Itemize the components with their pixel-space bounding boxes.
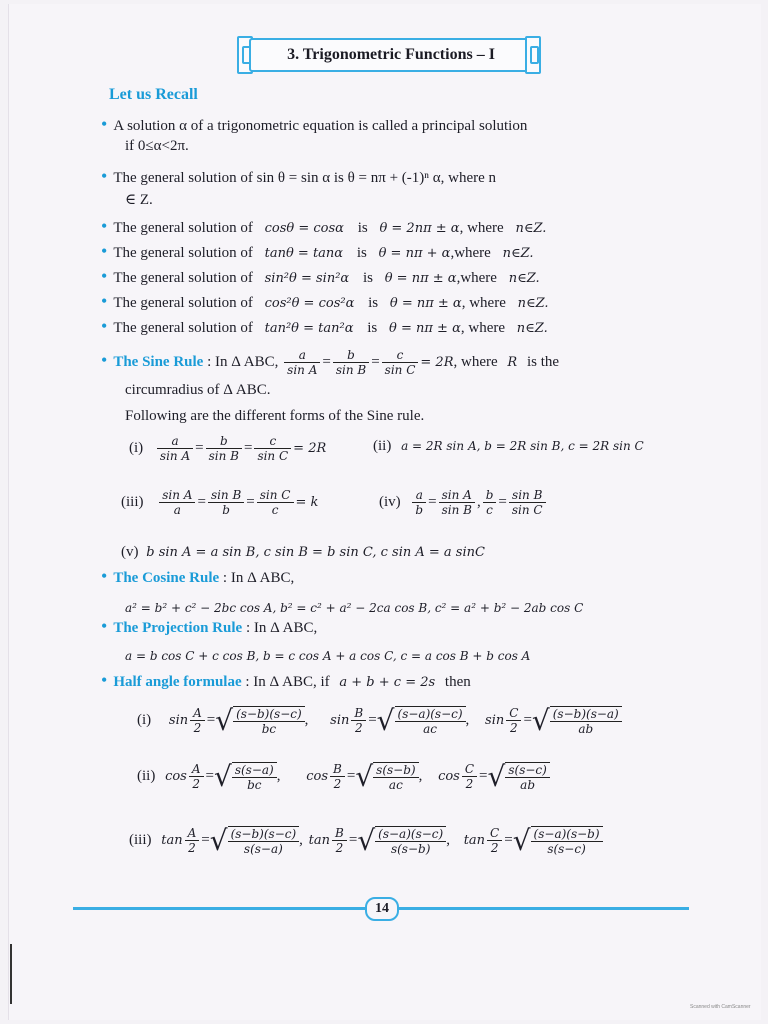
bullet-text: A solution α of a trigonometric equation is called a principal solution (113, 118, 528, 134)
denominator: s(s−c) (547, 841, 586, 856)
bullet-sin-squared-general (101, 266, 540, 287)
denominator: sin B (441, 503, 472, 517)
form-label: (iv) (379, 493, 401, 510)
denominator: ac (388, 777, 403, 792)
integer-set: n∈Z. (515, 221, 547, 236)
formula-tan-half-c: tan $\frac{C}{2}$ =√ $\frac{(s-a)(s-b)}{s(s-c)}$ (464, 832, 603, 848)
formula-sin-half-c: sin $\frac{C}{2}$ =√ $\frac{(s-b)(s-a)}{ab}$ (485, 712, 622, 728)
formula-sin-half-a: sin $\frac{A}{2}$ =√ $\frac{(s-b)(s-c)}{bc}$ , (168, 704, 313, 737)
half-angle-frac (487, 826, 502, 855)
denominator: sin C (511, 503, 543, 517)
bullet-tan-general (101, 241, 534, 262)
chapter-title: 3. Trigonometric Functions – I (249, 38, 533, 72)
formula-cos-half-b: cos $\frac{B}{2}$ =√ $\frac{s(s-b)}{ac}$ , (306, 760, 427, 793)
scanner-watermark: Scanned with CamScanner (690, 1004, 751, 1010)
bullet-continuation: ∈ Z. (125, 192, 153, 208)
cosine-rule-equation (125, 600, 583, 617)
denominator: 2 (354, 721, 363, 735)
equals-2r: = 2R (420, 354, 454, 370)
sine-rule-forms-intro: Following are the different forms of the Sine rule. (125, 408, 425, 424)
denominator: sin A (159, 449, 191, 463)
bullet-text: The general solution of (113, 270, 253, 286)
formula-tan-half-a: tan $\frac{A}{2}$ =√ $\frac{(s-b)(s-c)}{s(s-a)}$ , (161, 824, 307, 857)
numerator: (s−a)(s−c) (375, 827, 446, 842)
numerator: s(s−c) (505, 763, 549, 778)
denominator: sin B (208, 449, 239, 463)
word-where: , where (460, 320, 506, 336)
equation: sin²θ = sin²α (264, 271, 350, 286)
denominator: ab (520, 777, 536, 792)
form-label: (v) (121, 544, 139, 560)
formula-cos-half-a: cos $\frac{A}{2}$ =√ $\frac{s(s-a)}{bc}$ , (165, 760, 285, 793)
numerator: (s−a)(s−b) (531, 827, 603, 842)
bullet-dot-icon: • (101, 566, 108, 586)
word-is-the: is the (526, 353, 560, 370)
equation: a² = b² + c² − 2bc cos A, b² = c² + a² − 2ca cos B, c² = a² + b² − 2ab cos C (125, 601, 584, 615)
square-root (513, 824, 603, 857)
denominator: 2 (192, 777, 201, 791)
numerator: c (382, 348, 419, 363)
frac-b-sinB (333, 348, 369, 377)
bullet-dot-icon: • (101, 316, 108, 336)
half-angle-frac (330, 762, 345, 791)
bullet-dot-icon: • (101, 349, 108, 370)
scan-edge-mark (10, 944, 12, 1004)
solution: θ = nπ + α (378, 246, 451, 261)
denominator: a (173, 503, 181, 517)
scroll-ornament-right (525, 36, 541, 74)
half-angle-line (101, 670, 471, 691)
numerator: b (333, 348, 369, 363)
numerator: sin C (257, 488, 294, 503)
equation: tan²θ = tan²α (264, 321, 354, 336)
denominator: bc (261, 721, 277, 736)
form-label: (ii) (373, 438, 392, 454)
frac-a-sinA (284, 348, 320, 377)
half-angle-frac (185, 826, 200, 855)
equation: cos²θ = cos²α (264, 296, 355, 311)
frac-sinA-sinB (439, 488, 475, 517)
square-root (355, 760, 418, 793)
title-banner (237, 34, 541, 74)
half-angle-frac (190, 706, 205, 735)
function-name: tan (161, 832, 183, 848)
word-where: , where (453, 353, 498, 370)
numerator: C (487, 826, 502, 841)
form-label: (i) (129, 439, 144, 456)
denominator: s(s−a) (243, 841, 283, 856)
half-angle-frac (462, 762, 477, 791)
bullet-cos-squared-general (101, 291, 549, 312)
sine-form-iii: (iii) $\frac{\text{sin A}}{a}$ = $\frac{\text{sin B}}{b}$ = $\frac{\text{sin C}}{c}$ = k (121, 488, 319, 517)
numerator: b (483, 488, 497, 503)
half-angle-label: Half angle formulae (113, 674, 242, 690)
bullet-dot-icon: • (101, 216, 108, 236)
numerator: sin A (159, 488, 195, 503)
bullet-text: The general solution of (113, 295, 253, 311)
solution: θ = nπ ± α (389, 321, 461, 336)
bullet-dot-icon: • (101, 266, 108, 286)
bullet-sin-general (101, 166, 496, 187)
equation: tanθ = tanα (264, 246, 344, 261)
word-is: is (356, 245, 367, 261)
radical-icon: √ (209, 824, 228, 857)
bullet-text: The general solution of (113, 320, 253, 336)
word-where: ,where (456, 270, 497, 286)
projection-rule-line (101, 616, 317, 637)
numerator: sin B (509, 488, 546, 503)
radical-icon: √ (214, 760, 232, 793)
bullet-text: The general solution of sin θ = sin α is θ = nπ + (-1)ⁿ α, where n (113, 170, 497, 186)
function-name: cos (438, 768, 460, 784)
bullet-cos-general (101, 216, 546, 237)
section-heading: Let us Recall (109, 86, 198, 103)
bullet-dot-icon: • (101, 670, 108, 690)
numerator: a (157, 434, 193, 449)
radical-icon: √ (355, 760, 374, 793)
half-angle-sin-row (137, 704, 622, 737)
page (8, 4, 761, 1020)
frac-sinA-a (159, 488, 195, 517)
bullet-continuation: if 0≤α<2π. (125, 138, 189, 154)
denominator: b (415, 503, 424, 517)
radical-icon: √ (512, 824, 531, 857)
equation: cosθ = cosα (264, 221, 344, 236)
word-is: is (357, 220, 368, 236)
form-label: (i) (137, 711, 152, 728)
sine-form-v (121, 544, 485, 561)
semi-perimeter-condition: a + b + c = 2s (339, 675, 436, 690)
square-root (488, 760, 550, 793)
frac-a-sinA (157, 434, 193, 463)
half-angle-frac (189, 762, 204, 791)
numerator: B (332, 826, 347, 841)
numerator: s(s−a) (232, 763, 277, 778)
denominator: 2 (510, 721, 518, 735)
form-label: (iii) (121, 493, 144, 510)
circumradius-symbol: R (507, 354, 518, 370)
radical-icon: √ (531, 704, 550, 737)
projection-rule-intro: : In Δ ABC, (245, 620, 318, 636)
frac-b-sinB (206, 434, 242, 463)
square-root (532, 704, 622, 737)
half-angle-frac (506, 706, 521, 735)
square-root (357, 824, 446, 857)
bullet-text: The general solution of (113, 245, 253, 261)
numerator: A (190, 706, 205, 721)
word-where: , where (459, 220, 504, 236)
solution: θ = nπ ± α (384, 271, 457, 286)
radical-icon: √ (376, 704, 395, 737)
cosine-rule-line (101, 566, 294, 587)
numerator: C (462, 762, 477, 777)
sine-form-i: (i) $\frac{a}{\text{sin A}}$ = $\frac{b}{\text{sin B}}$ = $\frac{c}{\text{sin C}}$ = 2R (129, 434, 327, 463)
formula-sin-half-b: sin $\frac{B}{2}$ =√ $\frac{(s-a)(s-c)}{ac}$ , (330, 704, 474, 737)
denominator: 2 (335, 841, 344, 855)
denominator: 2 (490, 841, 499, 855)
sine-rule-label: The Sine Rule (113, 353, 204, 370)
function-name: tan (463, 832, 486, 848)
denominator: c (486, 503, 493, 517)
square-root (210, 824, 299, 857)
numerator: (s−a)(s−c) (395, 707, 466, 722)
numerator: a (284, 348, 320, 363)
radical-icon: √ (215, 704, 234, 737)
integer-set: n∈Z. (517, 296, 549, 311)
frac-b-c (483, 488, 497, 517)
word-where: ,where (450, 245, 491, 261)
cosine-rule-label: The Cosine Rule (113, 570, 220, 586)
numerator: A (189, 762, 204, 777)
half-angle-cos-row (137, 760, 550, 793)
function-name: cos (165, 768, 187, 784)
function-name: sin (485, 712, 505, 728)
denominator: ab (578, 721, 594, 736)
denominator: sin B (335, 363, 367, 377)
denominator: 2 (465, 777, 474, 791)
sine-rule-intro: : In Δ ABC, (207, 353, 279, 370)
function-name: cos (306, 768, 329, 784)
half-angle-frac (351, 706, 366, 735)
numerator: B (330, 762, 345, 777)
equation: a = b cos C + c cos B, b = c cos A + a cos C, c = a cos B + b cos A (125, 649, 531, 663)
numerator: (s−b)(s−c) (228, 827, 300, 842)
bullet-principal-solution (101, 114, 527, 135)
bullet-dot-icon: • (101, 166, 108, 186)
form-label: (ii) (137, 767, 156, 784)
bullet-dot-icon: • (101, 291, 108, 311)
sine-form-ii (373, 438, 644, 455)
bullet-tan-squared-general (101, 316, 548, 337)
bullet-dot-icon: • (101, 114, 108, 134)
cosine-rule-intro: : In Δ ABC, (222, 570, 295, 586)
equation: b sin A = a sin B, c sin B = b sin C, c sin A = a sinC (146, 545, 485, 560)
projection-rule-equation (125, 648, 530, 665)
word-is: is (368, 295, 379, 311)
bullet-dot-icon: • (101, 616, 108, 636)
frac-sinB-sinC (509, 488, 546, 517)
numerator: c (254, 434, 291, 449)
radical-icon: √ (357, 824, 376, 857)
square-root (377, 704, 466, 737)
form-label: (iii) (129, 831, 152, 848)
integer-set: n∈Z. (508, 271, 540, 286)
equals-2r: = 2R (293, 440, 327, 456)
denominator: 2 (188, 841, 196, 855)
denominator: 2 (193, 721, 202, 735)
frac-c-sinC (254, 434, 291, 463)
numerator: a (412, 488, 426, 503)
denominator: c (271, 503, 279, 517)
bullet-text: The general solution of (113, 220, 253, 236)
numerator: sin A (439, 488, 475, 503)
half-angle-intro: : In Δ ABC, if (245, 674, 330, 690)
word-is: is (362, 270, 373, 286)
frac-a-b (412, 488, 426, 517)
numerator: C (506, 706, 521, 721)
numerator: (s−b)(s−a) (550, 707, 622, 722)
word-then: then (444, 674, 471, 690)
sine-rule-line: • The Sine Rule : In Δ ABC, $\frac{a}{\text{sin A}}$ = $\frac{b}{\text{sin B}}$ = $\frac{c}{\text{sin C}}$ = 2R, where R is the (101, 348, 560, 377)
sine-rule-continuation: circumradius of Δ ABC. (125, 382, 271, 398)
function-name: sin (168, 712, 189, 728)
numerator: B (351, 706, 366, 721)
integer-set: n∈Z. (516, 321, 548, 336)
solution: θ = 2nπ ± α (379, 221, 460, 236)
denominator: sin C (384, 363, 416, 377)
denominator: sin C (257, 449, 289, 463)
function-name: sin (330, 712, 350, 728)
denominator: 2 (333, 777, 342, 791)
bullet-dot-icon: • (101, 241, 108, 261)
radical-icon: √ (487, 760, 506, 793)
word-is: is (367, 320, 378, 336)
numerator: sin B (208, 488, 244, 503)
square-root (214, 760, 277, 793)
square-root (215, 704, 304, 737)
numerator: b (206, 434, 242, 449)
denominator: b (222, 503, 230, 517)
formula-cos-half-c: cos $\frac{C}{2}$ =√ $\frac{s(s-c)}{ab}$ (438, 768, 550, 784)
function-name: tan (308, 832, 331, 848)
denominator: sin A (287, 363, 318, 377)
denominator: ac (423, 721, 437, 736)
formula-tan-half-b: tan $\frac{B}{2}$ =√ $\frac{(s-a)(s-c)}{s(s-b)}$ , (308, 824, 454, 857)
frac-sinC-c (257, 488, 294, 517)
half-angle-frac (332, 826, 347, 855)
integer-set: n∈Z. (502, 246, 534, 261)
equation: a = 2R sin A, b = 2R sin B, c = 2R sin C (401, 439, 644, 453)
denominator: bc (247, 777, 262, 792)
equals-k: = k (295, 494, 319, 510)
word-where: , where (461, 295, 506, 311)
denominator: s(s−b) (390, 841, 431, 856)
projection-rule-label: The Projection Rule (113, 620, 243, 636)
half-angle-tan-row (129, 824, 603, 857)
frac-sinB-b (208, 488, 244, 517)
numerator: (s−b)(s−c) (233, 707, 305, 722)
page-number: 14 (365, 897, 399, 921)
frac-c-sinC (382, 348, 419, 377)
solution: θ = nπ ± α (389, 296, 462, 311)
numerator: s(s−b) (373, 763, 418, 778)
sine-form-iv: (iv) $\frac{a}{b}$ = $\frac{\text{sin A}}{\text{sin B}}$ , $\frac{b}{c}$ = $\frac{\text{sin B}}{\text{sin C}}$ (379, 488, 548, 517)
numerator: A (185, 826, 200, 841)
